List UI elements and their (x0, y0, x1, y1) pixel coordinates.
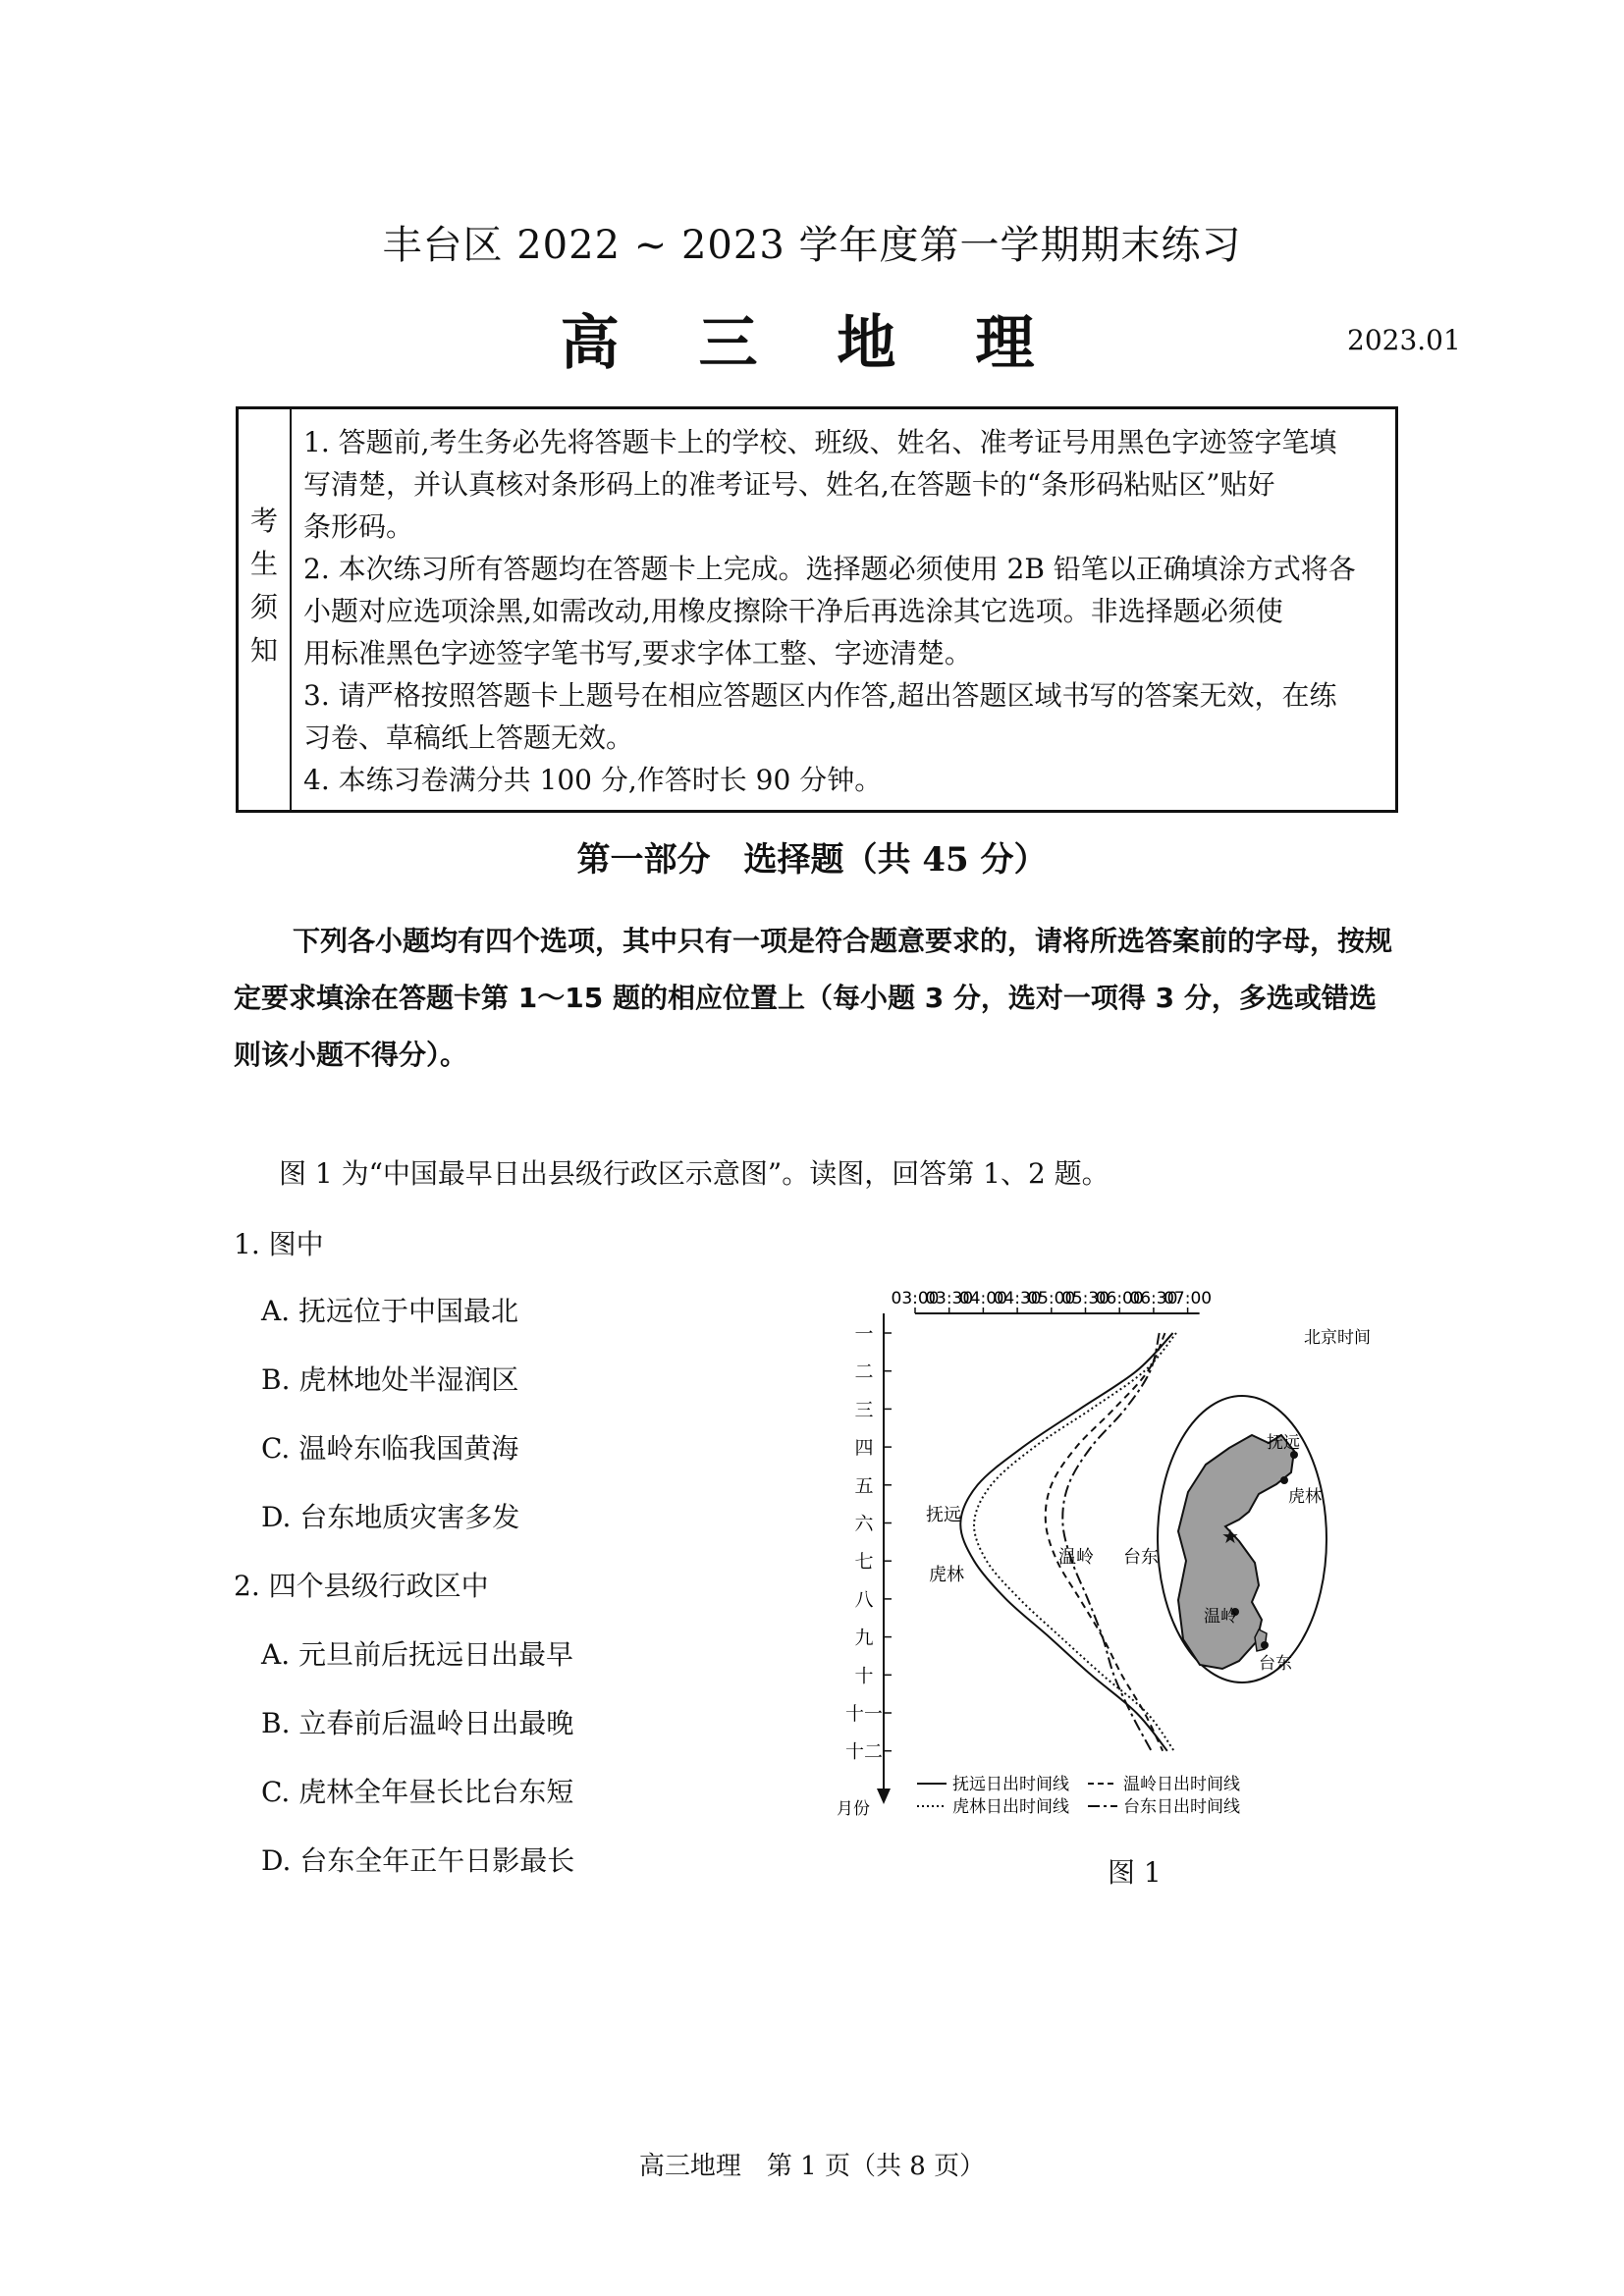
series-line-3 (1046, 1333, 1165, 1751)
y-tick-label: 三 (854, 1399, 874, 1421)
notice-line: 2. 本次练习所有答题均在答题卡上完成。选择题必须使用 2B 铅笔以正确填涂方式将各 (303, 553, 1356, 585)
beijing-star-icon: ★ (1221, 1524, 1239, 1548)
y-tick-label: 四 (854, 1437, 874, 1460)
hulin-marker (1280, 1476, 1288, 1484)
chart-y-label: 月份 (837, 1799, 870, 1819)
x-tick-label: 07:00 (1164, 1289, 1213, 1308)
notice-item-1 (303, 421, 1383, 548)
y-tick-label: 十 (854, 1665, 874, 1687)
question-1-option-d: D. 台东地质灾害多发 (261, 1501, 520, 1533)
question-2-option-a: A. 元旦前后抚远日出最早 (261, 1638, 574, 1671)
taidong-marker (1261, 1641, 1269, 1649)
notice-char: 考 (249, 505, 278, 537)
curve-label-wenling: 温岭 (1058, 1547, 1094, 1568)
x-tick-label: 03:30 (925, 1289, 974, 1308)
x-tick-label: 05:00 (1027, 1289, 1076, 1308)
notice-line: 4. 本练习卷满分共 100 分,作答时长 90 分钟。 (303, 764, 883, 796)
notice-line: 习卷、草稿纸上答题无效。 (303, 721, 634, 754)
notice-line: 条形码。 (303, 510, 414, 543)
notice-item-3 (303, 674, 1383, 759)
x-tick-label: 06:30 (1129, 1289, 1178, 1308)
notice-line: 1. 答题前,考生务必先将答题卡上的学校、班级、姓名、准考证号用黑色字迹签字笔填 (303, 426, 1337, 458)
exam-title: 丰台区 2022 ~ 2023 学年度第一学期期末练习 (382, 223, 1242, 268)
series-line-1 (960, 1333, 1172, 1751)
chart-legend (917, 1775, 1240, 1817)
section-title: 第一部分 选择题（共 45 分） (576, 840, 1048, 880)
y-tick-label: 十一 (844, 1703, 884, 1725)
notice-line: 小题对应选项涂黑,如需改动,用橡皮擦除干净后再选涂其它选项。非选择题必须使 (303, 595, 1283, 627)
x-tick-label: 03:00 (891, 1289, 940, 1308)
question-1-option-c: C. 温岭东临我国黄海 (261, 1432, 519, 1465)
map-label-fuyuan: 抚远 (1267, 1433, 1300, 1453)
legend-label-taidong: 台东日出时间线 (1123, 1797, 1240, 1817)
curve-label-hulin: 虎林 (929, 1565, 964, 1585)
map-label-wenling: 温岭 (1204, 1607, 1237, 1627)
chart-y-axis-arrow (877, 1789, 891, 1804)
section-instruction: 下列各小题均有四个选项，其中只有一项是符合题意要求的，请将所选答案前的字母，按规定要求填涂在答题卡第 1～15 题的相应位置上（每小题 3 分，选对一项得 3 分，多选或错选则该小题不得分）。 (234, 925, 1393, 1071)
y-tick-label: 十二 (844, 1740, 884, 1763)
question-2-option-d: D. 台东全年正午日影最长 (261, 1844, 575, 1877)
notice-item-4 (303, 759, 1383, 801)
exam-date: 2023.01 (1347, 324, 1461, 356)
map-inset (1158, 1396, 1326, 1682)
notice-line: 3. 请严格按照答题卡上题号在相应答题区内作答,超出答题区域书写的答案无效，在练 (303, 679, 1337, 712)
notice-char: 生 (249, 548, 278, 580)
figure-intro: 图 1 为“中国最早日出县级行政区示意图”。读图，回答第 1、2 题。 (279, 1157, 1110, 1190)
question-2-option-b: B. 立春前后温岭日出最晚 (261, 1707, 574, 1739)
x-tick-label: 06:00 (1095, 1289, 1144, 1308)
x-tick-label: 04:00 (958, 1289, 1007, 1308)
notice-box (236, 406, 1398, 813)
question-1-stem: 1. 图中 (234, 1228, 324, 1260)
map-label-taidong: 台东 (1259, 1654, 1292, 1674)
y-tick-label: 八 (854, 1588, 874, 1611)
series-line-2 (974, 1333, 1176, 1751)
notice-char: 须 (249, 591, 278, 623)
chart-x-ticks (892, 1289, 1213, 1313)
legend-label-wenling: 温岭日出时间线 (1123, 1775, 1240, 1794)
y-tick-label: 二 (854, 1361, 874, 1383)
subject-title: 高 三 地 理 (560, 309, 1064, 378)
y-tick-label: 五 (854, 1474, 874, 1497)
sunrise-chart (825, 1281, 1375, 1831)
map-label-hulin: 虎林 (1288, 1487, 1322, 1507)
notice-line: 用标准黑色字迹签字笔书写,要求字体工整、字迹清楚。 (303, 637, 972, 669)
curve-label-fuyuan: 抚远 (926, 1505, 961, 1525)
chart-x-label: 北京时间 (1304, 1328, 1371, 1348)
x-tick-label: 05:30 (1061, 1289, 1110, 1308)
notice-char: 知 (249, 634, 278, 667)
chart-series (960, 1333, 1176, 1751)
notice-item-2 (303, 548, 1383, 674)
notice-line: 写清楚，并认真核对条形码上的准考证号、姓名,在答题卡的“条形码粘贴区”贴好 (303, 468, 1275, 501)
notice-side-label (239, 409, 292, 810)
y-tick-label: 六 (854, 1513, 874, 1535)
page-footer: 高三地理 第 1 页（共 8 页） (638, 2152, 986, 2181)
curve-label-taidong: 台东 (1123, 1547, 1159, 1568)
china-coast-shape (1178, 1435, 1294, 1669)
series-line-4 (1062, 1333, 1159, 1751)
y-tick-label: 一 (854, 1323, 874, 1345)
y-tick-label: 九 (854, 1627, 874, 1649)
y-tick-label: 七 (854, 1551, 874, 1574)
figure-caption: 图 1 (1108, 1856, 1162, 1889)
notice-items (303, 421, 1383, 801)
legend-label-hulin: 虎林日出时间线 (952, 1797, 1069, 1817)
question-2-option-c: C. 虎林全年昼长比台东短 (261, 1776, 574, 1808)
question-1-option-a: A. 抚远位于中国最北 (261, 1295, 519, 1327)
legend-label-fuyuan: 抚远日出时间线 (952, 1775, 1069, 1794)
question-2-stem: 2. 四个县级行政区中 (234, 1570, 489, 1602)
x-tick-label: 04:30 (993, 1289, 1042, 1308)
question-1-option-b: B. 虎林地处半湿润区 (261, 1363, 519, 1396)
